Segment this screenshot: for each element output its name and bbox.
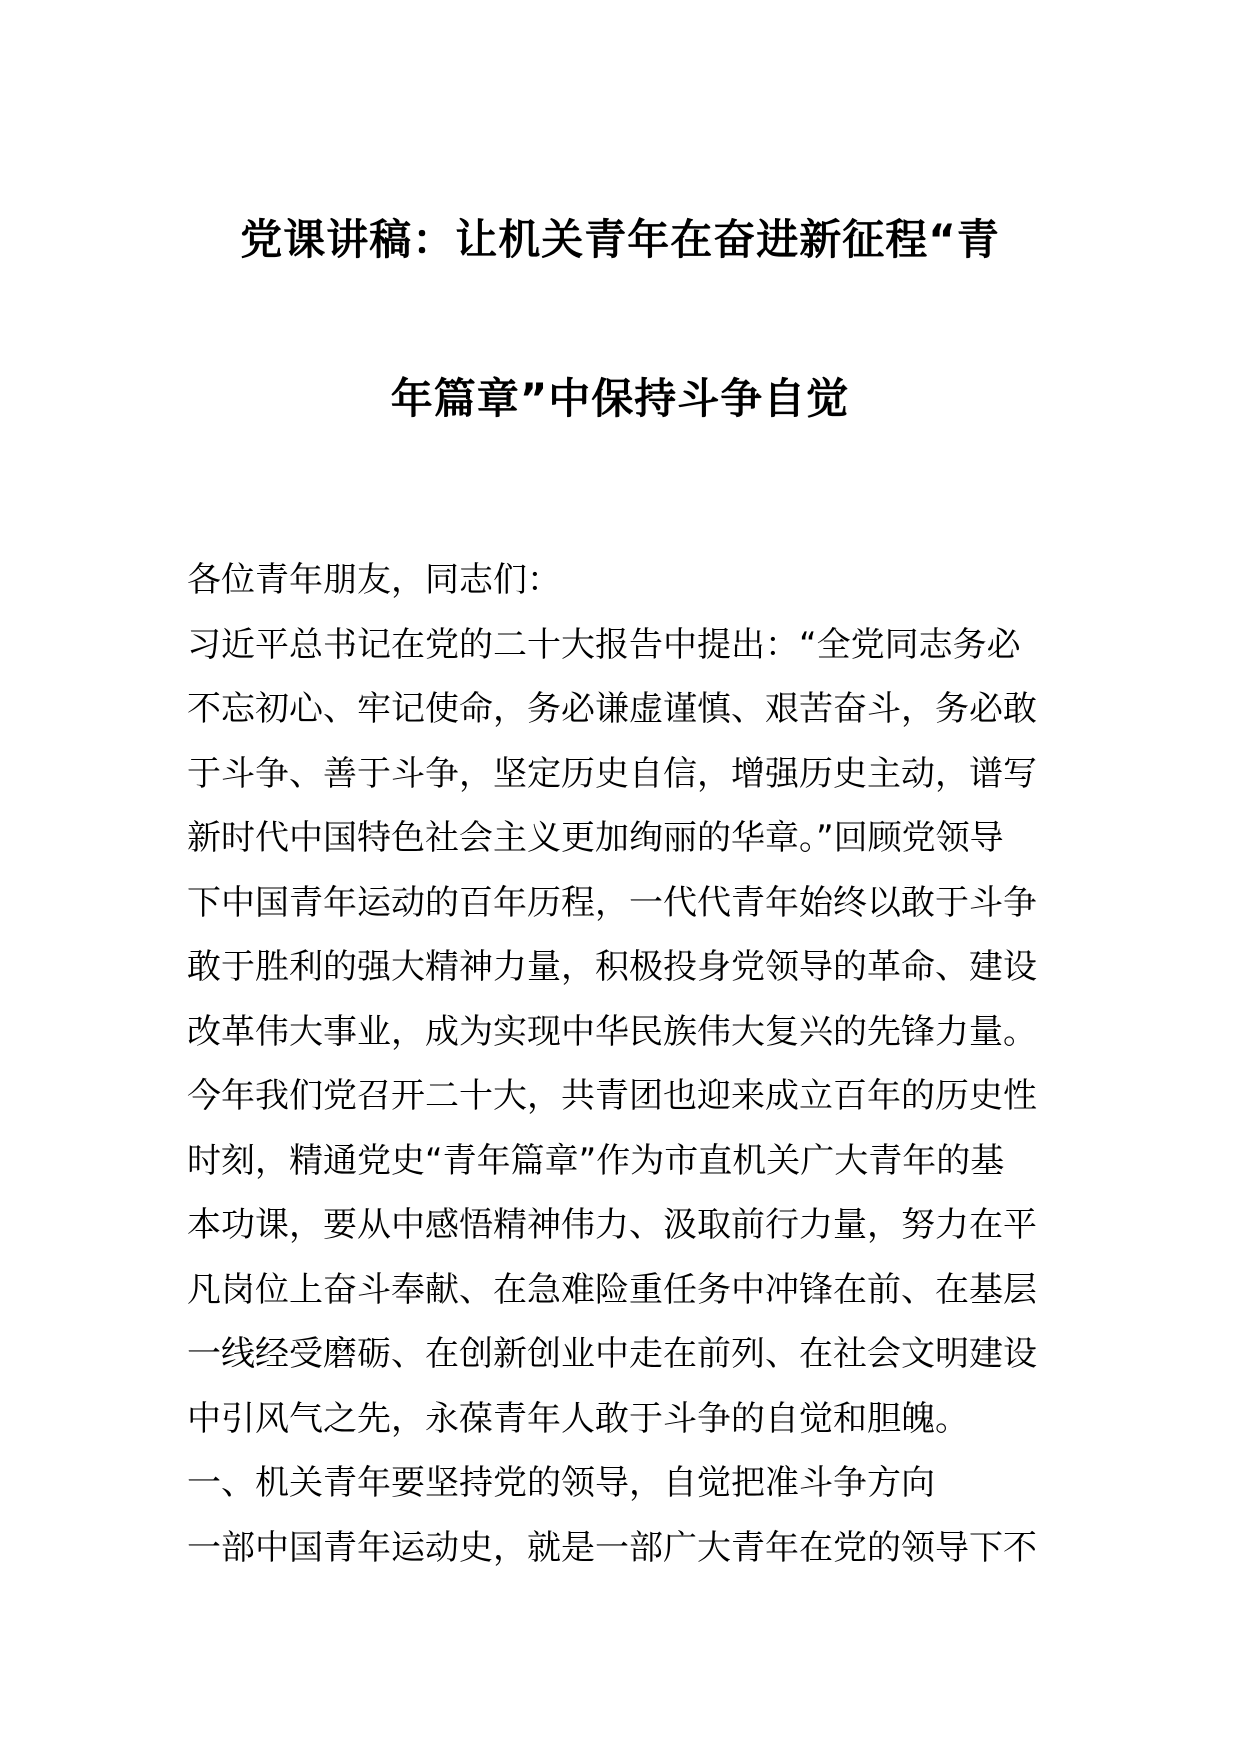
body-line: 今年我们党召开二十大，共青团也迎来成立百年的历史性 [187,1076,1037,1116]
body-line: 一线经受磨砺、在创新创业中走在前列、在社会文明建设 [187,1334,1037,1374]
body-line: 中引风气之先，永葆青年人敢于斗争的自觉和胆魄。 [187,1398,969,1439]
body-line: 改革伟大事业，成为实现中华民族伟大复兴的先锋力量。 [187,1011,1037,1052]
body-line: 敢于胜利的强大精神力量，积极投身党领导的革命、建设 [187,947,1037,987]
document-body [187,548,1067,1580]
body-line: 本功课，要从中感悟精神伟力、汲取前行力量，努力在平 [187,1205,1037,1245]
title-line-1: 党课讲稿：让机关青年在奋进新征程“青 [240,215,1000,264]
body-line: 时刻，精通党史“青年篇章”作为市直机关广大青年的基 [187,1140,1005,1181]
body-line: 新时代中国特色社会主义更加绚丽的华章。”回顾党领导 [187,818,1004,858]
salutation: 各位青年朋友，同志们： [187,560,561,600]
title-line-2: 年篇章”中保持斗争自觉 [390,374,850,423]
body-line: 不忘初心、牢记使命，务必谦虚谨慎、艰苦奋斗，务必敢 [187,689,1037,729]
body-line: 凡岗位上奋斗奉献、在急难险重任务中冲锋在前、在基层 [187,1269,1037,1310]
body-line: 一部中国青年运动史，就是一部广大青年在党的领导下不 [187,1527,1037,1568]
section-heading: 一、机关青年要坚持党的领导，自觉把准斗争方向 [187,1463,935,1503]
body-line: 习近平总书记在党的二十大报告中提出：“全党同志务必 [187,624,1021,665]
body-line: 于斗争、善于斗争，坚定历史自信，增强历史主动，谱写 [187,753,1037,794]
body-line: 下中国青年运动的百年历程，一代代青年始终以敢于斗争 [187,882,1037,923]
